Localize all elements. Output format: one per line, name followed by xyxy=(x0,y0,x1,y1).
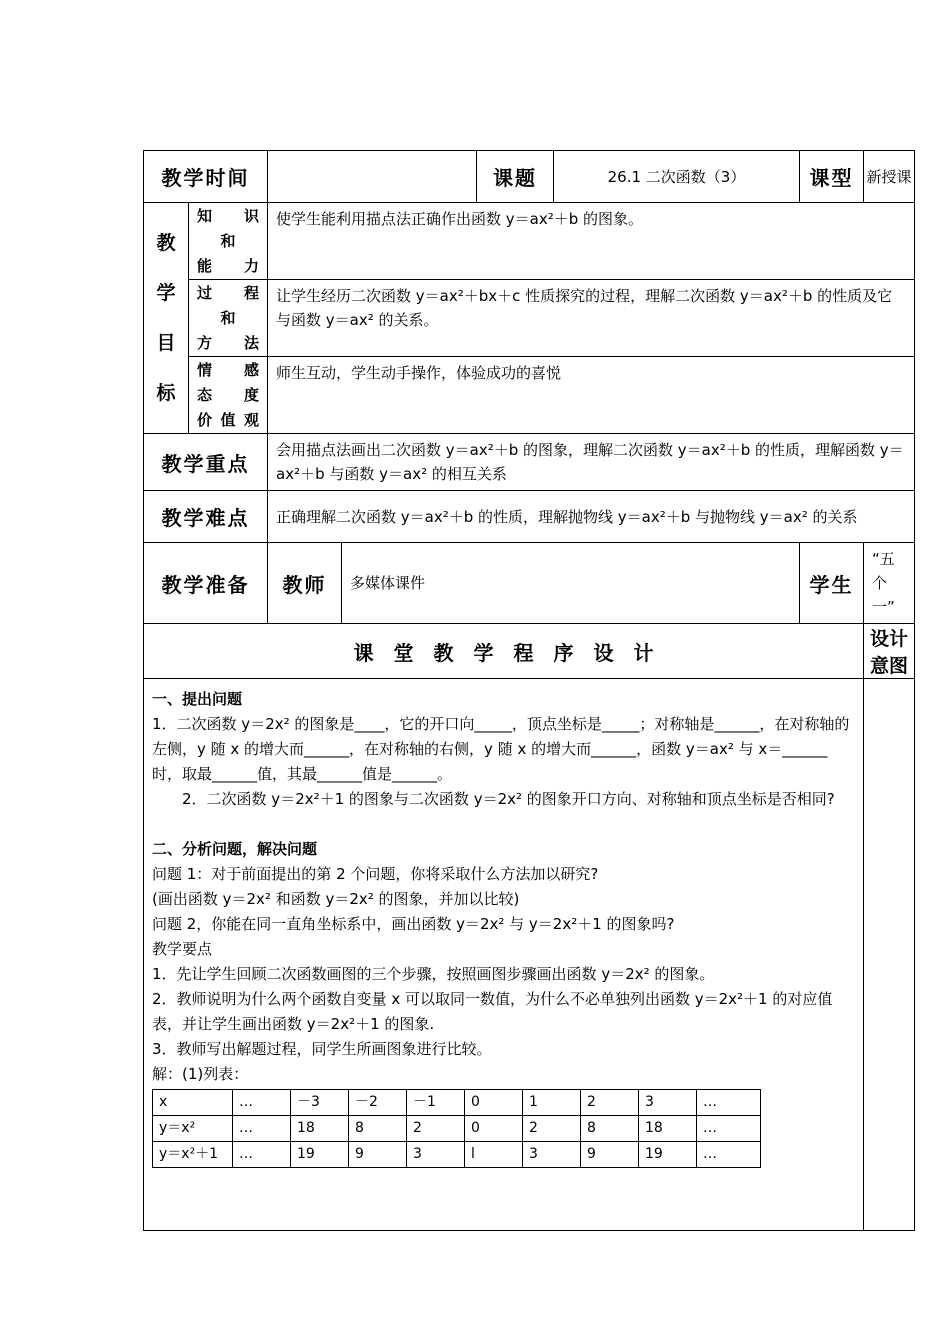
paragraph: 教学要点 xyxy=(152,940,213,958)
difficulties-row xyxy=(144,491,915,543)
program-title: 课 堂 教 学 程 序 设 计 xyxy=(144,624,864,679)
paragraph: 1．先让学生回顾二次函数画图的三个步骤，按照画图步骤画出函数 y＝2x² 的图象。 xyxy=(152,965,715,983)
teacher-label: 教师 xyxy=(268,543,342,624)
question-1: 1．二次函数 y＝2x² 的图象是____，它的开口向_____，顶点坐标是_____；对称轴是______，在对称轴的左侧，y 随 x 的增大而______，在对称轴的右侧，y 随 x 的增大而______，函数 y＝ax² 与 x＝______时，取最______值，其最______值是______。 xyxy=(152,715,850,783)
design-intent-title: 设计意图 xyxy=(864,624,915,679)
lesson-type-label: 课型 xyxy=(800,151,864,203)
teaching-time-label: 教学时间 xyxy=(144,151,268,203)
program-header-row xyxy=(144,624,915,679)
teacher-value: 多媒体课件 xyxy=(342,543,800,624)
table-row: x … －3 －2 －1 0 1 2 3 … xyxy=(153,1090,761,1116)
lesson-plan-table xyxy=(143,150,915,1231)
topic-value: 26.1 二次函数（3） xyxy=(554,151,800,203)
objective-sub-label: 情 感 态 度 价值观 xyxy=(189,357,268,434)
section-title: 一、提出问题 xyxy=(152,690,243,708)
question-2: 2．二次函数 y＝2x²＋1 的图象与二次函数 y＝2x² 的图象开口方向、对称轴和顶点坐标是否相同? xyxy=(152,790,835,808)
program-body xyxy=(144,679,864,1231)
preparation-label: 教学准备 xyxy=(144,543,268,624)
table-row: y＝x²＋1 … 19 9 3 l 3 9 19 … xyxy=(153,1142,761,1168)
paragraph: 解：(1)列表： xyxy=(152,1065,249,1083)
header-row xyxy=(144,151,915,203)
program-body-row xyxy=(144,679,915,1231)
table-row: y＝x² … 18 8 2 0 2 8 18 … xyxy=(153,1116,761,1142)
paragraph: 问题 2，你能在同一直角坐标系中，画出函数 y＝2x² 与 y＝2x²＋1 的图象吗? xyxy=(152,915,675,933)
paragraph: 2．教师说明为什么两个函数自变量 x 可以取同一数值，为什么不必单独列出函数 y＝2x²＋1 的对应值表，并让学生画出函数 y＝2x²＋1 的图象. xyxy=(152,990,833,1033)
objective-row xyxy=(144,357,915,434)
section-title: 二、分析问题，解决问题 xyxy=(152,840,318,858)
difficulties-text: 正确理解二次函数 y＝ax²＋b 的性质，理解抛物线 y＝ax²＋b 与抛物线 y＝ax² 的关系 xyxy=(268,491,915,543)
key-points-text: 会用描点法画出二次函数 y＝ax²＋b 的图象，理解二次函数 y＝ax²＋b 的性质，理解函数 y＝ax²＋b 与函数 y＝ax² 的相互关系 xyxy=(268,434,915,491)
topic-label: 课题 xyxy=(477,151,554,203)
value-table xyxy=(152,1089,761,1168)
objective-sub-label: 过 程 和 方 法 xyxy=(189,280,268,357)
paragraph: 问题 1：对于前面提出的第 2 个问题，你将采取什么方法加以研究? xyxy=(152,865,599,883)
objective-text: 师生互动，学生动手操作，体验成功的喜悦 xyxy=(268,357,915,434)
lesson-plan xyxy=(143,150,914,1231)
objectives-label: 教 学 目 标 xyxy=(144,203,189,434)
design-intent-body xyxy=(864,679,915,1231)
lesson-type-value: 新授课 xyxy=(864,151,915,203)
paragraph: 3．教师写出解题过程，同学生所画图象进行比较。 xyxy=(152,1040,492,1058)
key-points-label: 教学重点 xyxy=(144,434,268,491)
objective-sub-label: 知 识 和 能 力 xyxy=(189,203,268,280)
objective-text: 让学生经历二次函数 y＝ax²＋bx＋c 性质探究的过程，理解二次函数 y＝ax²＋b 的性质及它与函数 y＝ax² 的关系。 xyxy=(268,280,915,357)
difficulties-label: 教学难点 xyxy=(144,491,268,543)
objective-row xyxy=(144,203,915,280)
preparation-row xyxy=(144,543,915,624)
objective-text: 使学生能利用描点法正确作出函数 y＝ax²＋b 的图象。 xyxy=(268,203,915,280)
student-label: 学生 xyxy=(800,543,864,624)
paragraph: (画出函数 y＝2x² 和函数 y＝2x² 的图象，并加以比较) xyxy=(152,890,520,908)
teaching-time-value xyxy=(268,151,477,203)
student-value: “五个一” xyxy=(864,543,915,624)
key-points-row xyxy=(144,434,915,491)
objective-row xyxy=(144,280,915,357)
